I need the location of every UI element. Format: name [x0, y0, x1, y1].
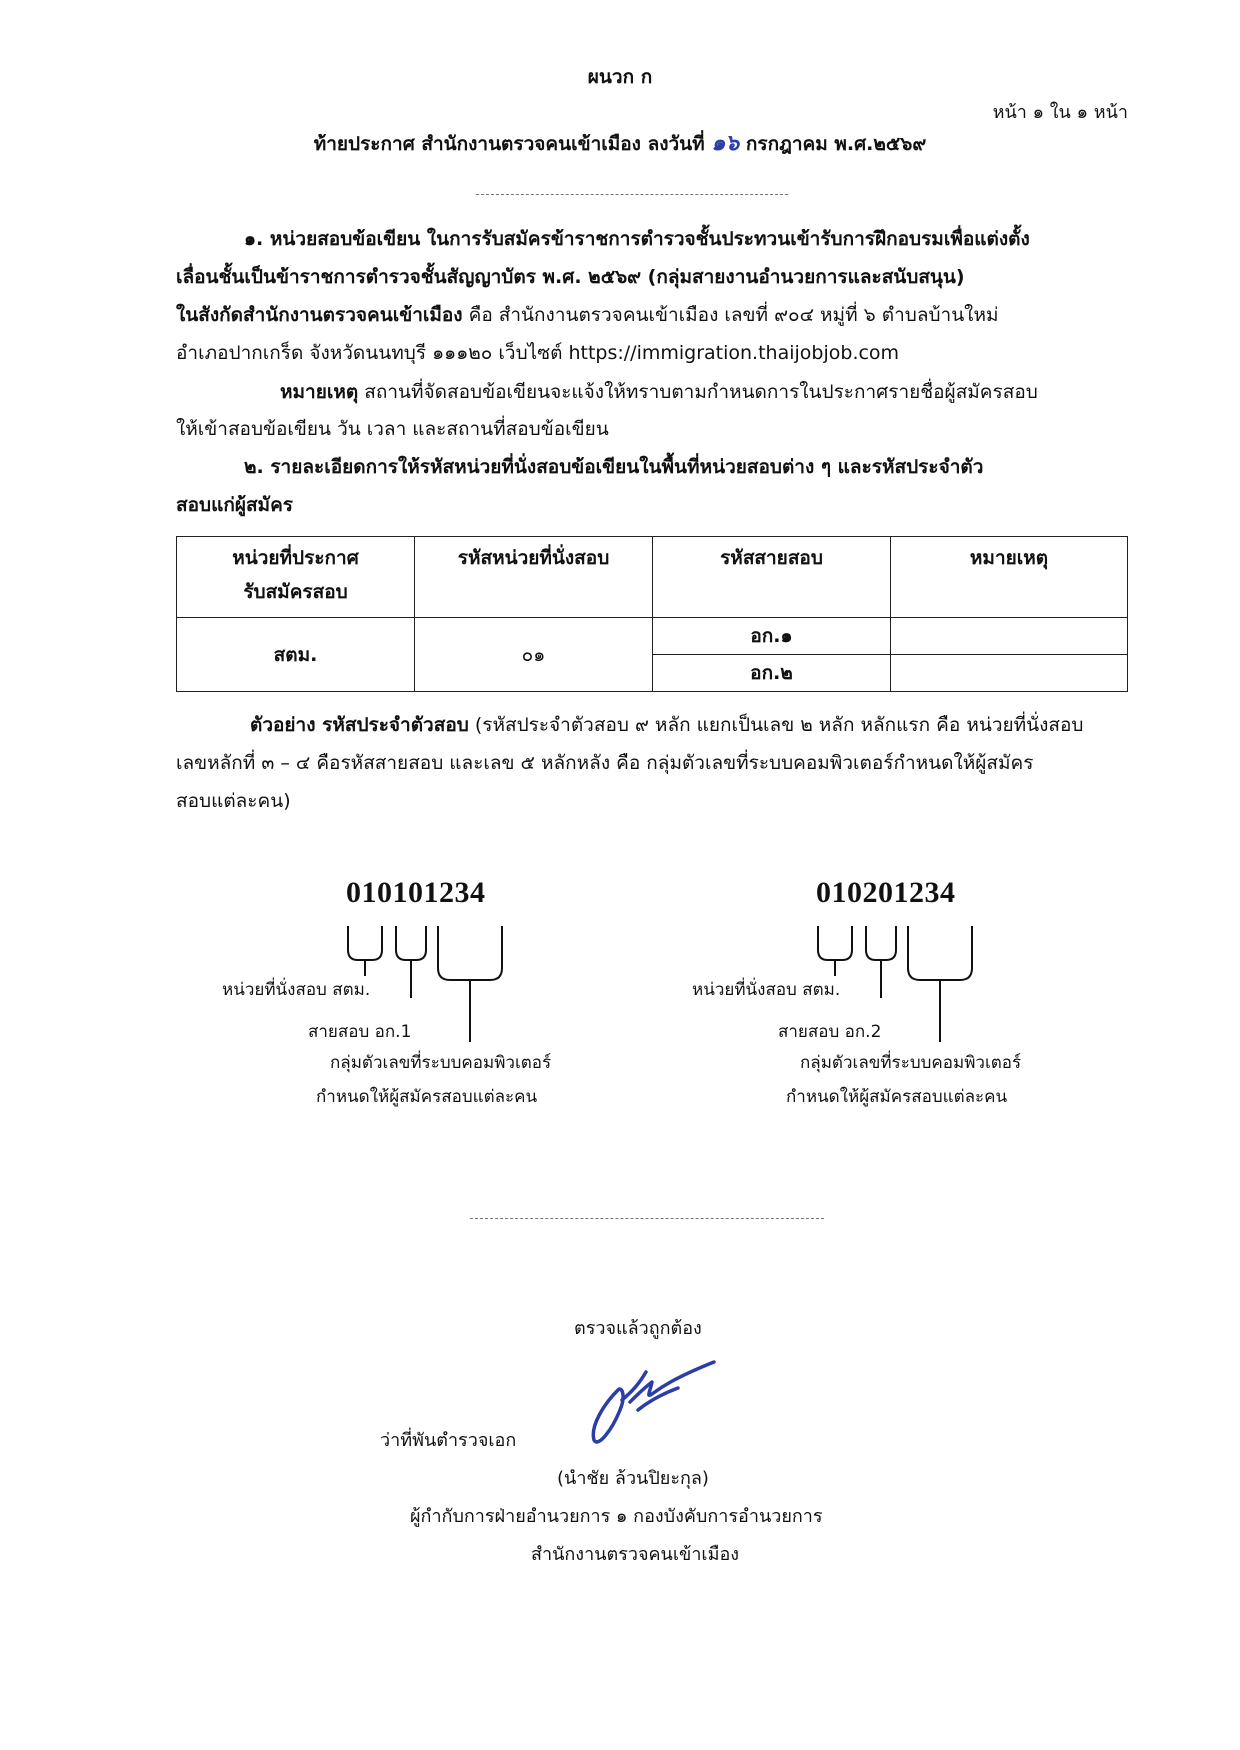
- verified-text: ตรวจแล้วถูกต้อง: [574, 1318, 702, 1339]
- section1-address: คือ สำนักงานตรวจคนเข้าเมือง เลขที่ ๙๐๔ หมู่ที่ ๖ ตำบลบ้านใหม่: [462, 304, 999, 326]
- table-header-row: [177, 537, 1128, 618]
- title-prefix: ท้ายประกาศ สำนักงานตรวจคนเข้าเมือง ลงวันที่: [313, 133, 705, 155]
- section1-line4: อำเภอปากเกร็ด จังหวัดนนทบุรี ๑๑๑๒๐ เว็บไซต์ https://immigration.thaijobjob.com: [176, 342, 900, 364]
- header-divider: [476, 194, 788, 195]
- section1-line3: [176, 300, 999, 330]
- example-code-2: 010201234: [816, 876, 956, 909]
- example-text: (รหัสประจำตัวสอบ ๙ หลัก แยกเป็นเลข ๒ หลัก หลักแรก คือ หน่วยที่นั่งสอบ: [468, 714, 1084, 736]
- table-header-remark: หมายเหตุ: [891, 537, 1128, 618]
- line-label-2: สายสอบ อก.2: [778, 1022, 882, 1042]
- example-label: ตัวอย่าง รหัสประจำตัวสอบ: [250, 714, 469, 736]
- table-row: [177, 618, 1128, 655]
- line-label-1: สายสอบ อก.1: [308, 1022, 412, 1042]
- page-info: หน้า ๑ ใน ๑ หน้า: [992, 102, 1128, 123]
- table-cell-line-1: อก.๑: [653, 618, 891, 655]
- group-label-2b: กำหนดให้ผู้สมัครสอบแต่ละคน: [786, 1087, 1008, 1107]
- remark-line1: [280, 377, 1038, 407]
- section1-agency: ในสังกัดสำนักงานตรวจคนเข้าเมือง: [176, 304, 463, 326]
- unit-label-2: หน่วยที่นั่งสอบ สตม.: [692, 980, 841, 1000]
- group-label-1b: กำหนดให้ผู้สมัครสอบแต่ละคน: [316, 1087, 538, 1107]
- title-suffix: กรกฎาคม พ.ศ.๒๕๖๙: [745, 133, 927, 155]
- section2-line2: สอบแก่ผู้สมัคร: [176, 494, 293, 516]
- section1-line1: ๑. หน่วยสอบข้อเขียน ในการรับสมัครข้าราชการตำรวจชั้นประทวนเข้ารับการฝึกอบรมเพื่อแต่งตั้ง: [244, 228, 1030, 250]
- signer-agency: สำนักงานตรวจคนเข้าเมือง: [531, 1544, 740, 1565]
- remark-text: สถานที่จัดสอบข้อเขียนจะแจ้งให้ทราบตามกำหนดการในประกาศรายชื่อผู้สมัครสอบ: [358, 381, 1038, 403]
- remark-line2: ให้เข้าสอบข้อเขียน วัน เวลา และสถานที่สอบข้อเขียน: [176, 418, 609, 440]
- table-cell-unit: สตม.: [177, 618, 415, 692]
- section1-line2: เลื่อนชั้นเป็นข้าราชการตำรวจชั้นสัญญาบัตร พ.ศ. ๒๕๖๙ (กลุ่มสายงานอำนวยการและสนับสนุน): [176, 266, 965, 288]
- table-cell-seat-code: ๐๑: [415, 618, 653, 692]
- signer-position: ผู้กำกับการฝ่ายอำนวยการ ๑ กองบังคับการอำนวยการ: [410, 1506, 823, 1527]
- signer-rank: ว่าที่พันตำรวจเอก: [380, 1430, 517, 1451]
- example-line1: [250, 710, 1084, 740]
- group-label-2a: กลุ่มตัวเลขที่ระบบคอมพิวเตอร์: [800, 1053, 1022, 1073]
- group-label-1a: กลุ่มตัวเลขที่ระบบคอมพิวเตอร์: [330, 1053, 552, 1073]
- announcement-title: [0, 128, 1240, 160]
- table-cell-remark-1: [891, 618, 1128, 655]
- table-header-seat-code: รหัสหน่วยที่นั่งสอบ: [415, 537, 653, 618]
- handwritten-date-day: ๑๖: [711, 131, 740, 156]
- table-header-line-code: รหัสสายสอบ: [653, 537, 891, 618]
- example-code-1: 010101234: [346, 876, 486, 909]
- table-cell-line-2: อก.๒: [653, 655, 891, 692]
- example-line2: เลขหลักที่ ๓ – ๔ คือรหัสสายสอบ และเลข ๕ หลักหลัง คือ กลุ่มตัวเลขที่ระบบคอมพิวเตอร์กำหนดให้ผู้สมัคร: [176, 752, 1034, 774]
- table-header-unit: หน่วยที่ประกาศ รับสมัครสอบ: [177, 537, 415, 618]
- unit-label-1: หน่วยที่นั่งสอบ สตม.: [222, 980, 371, 1000]
- footer-divider: [470, 1218, 824, 1219]
- exam-code-table: [176, 536, 1128, 692]
- annex-title: ผนวก ก: [587, 66, 653, 88]
- remark-label: หมายเหตุ: [280, 381, 359, 403]
- section2-line1: ๒. รายละเอียดการให้รหัสหน่วยที่นั่งสอบข้อเขียนในพื้นที่หน่วยสอบต่าง ๆ และรหัสประจำตัว: [244, 456, 984, 478]
- signature-mark: [582, 1360, 722, 1450]
- table-cell-remark-2: [891, 655, 1128, 692]
- example-line3: สอบแต่ละคน): [176, 790, 291, 812]
- signer-name: (นำชัย ล้วนปิยะกุล): [557, 1468, 709, 1489]
